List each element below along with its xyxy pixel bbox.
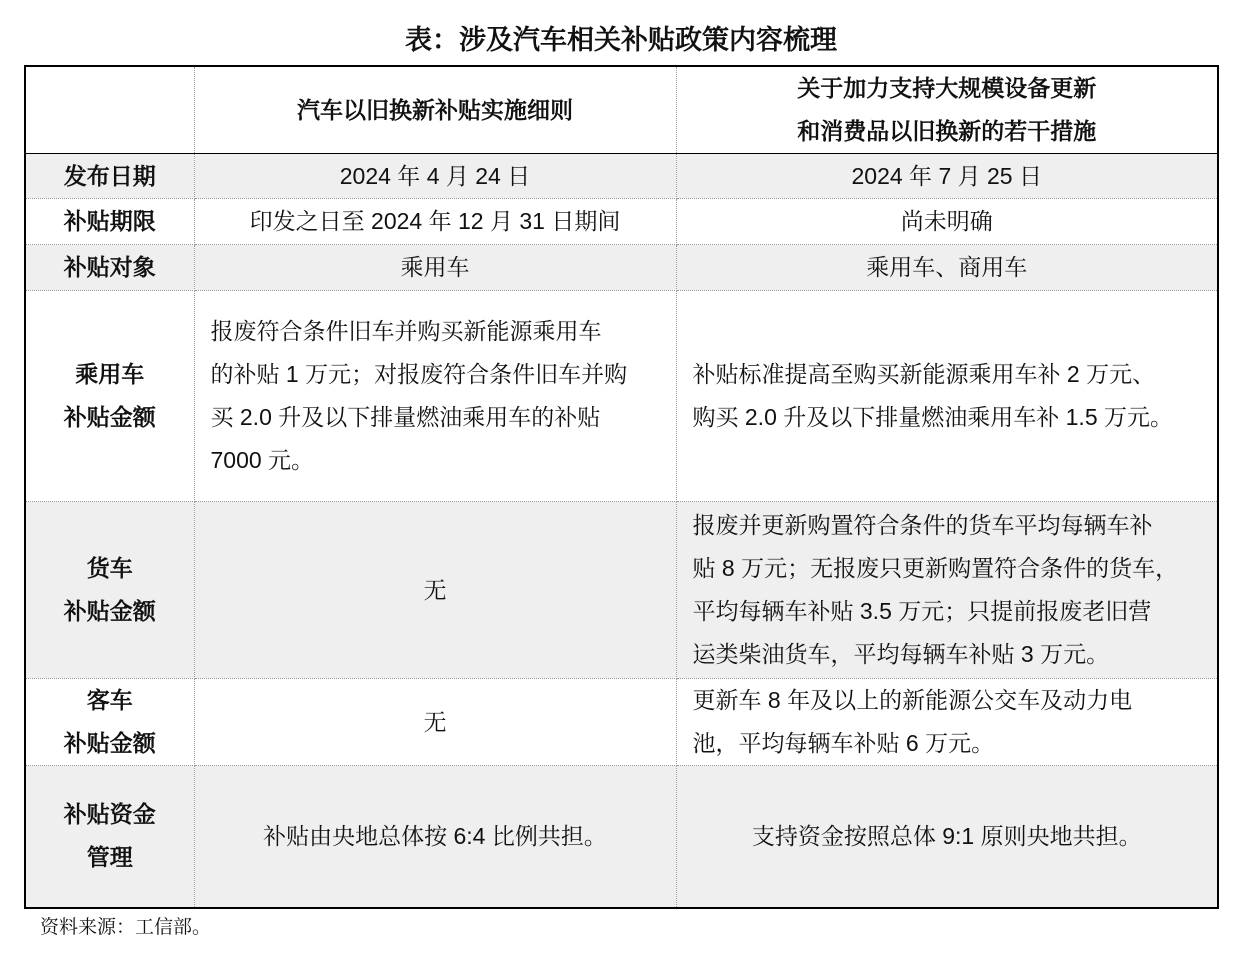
cell-policy-april: [194, 766, 676, 908]
cell-policy-april: [194, 679, 676, 766]
cell-policy-july: [676, 679, 1218, 766]
cell-line: 乘用车、商用车: [866, 254, 1028, 280]
cell-line: 印发之日至 2024 年 12 月 31 日期间: [249, 208, 621, 234]
row-label: [25, 291, 194, 502]
cell-policy-july: [676, 199, 1218, 245]
row-label-line: 补贴金额: [63, 598, 156, 624]
cell-policy-july: [676, 291, 1218, 502]
table-row-subsidy-target: [25, 245, 1218, 291]
table-row-fund-management: [25, 766, 1218, 908]
cell-line: 池，平均每辆车补贴 6 万元。: [692, 730, 995, 756]
cell-policy-july: [676, 245, 1218, 291]
row-label-line: 补贴金额: [63, 404, 156, 430]
row-label: [25, 679, 194, 766]
cell-line: 2024 年 7 月 25 日: [851, 162, 1042, 189]
cell-line: 支持资金按照总体 9:1 原则央地共担。: [751, 822, 1142, 849]
cell-line: 买 2.0 升及以下排量燃油乘用车的补贴: [210, 404, 601, 430]
cell-line: 更新车 8 年及以上的新能源公交车及动力电: [692, 687, 1133, 713]
source-note: 资料来源：工信部。: [40, 917, 212, 938]
cell-line: 的补贴 1 万元；对报废符合条件旧车并购: [210, 361, 628, 387]
cell-line: 无: [423, 576, 447, 603]
header-row: [25, 66, 1218, 154]
row-label-line: 货车: [86, 555, 133, 581]
row-label-line: 乘用车: [75, 361, 145, 387]
cell-line: 乘用车: [400, 254, 470, 280]
cell-policy-april: [194, 502, 676, 679]
cell-line: 运类柴油货车，平均每辆车补贴 3 万元。: [692, 641, 1110, 667]
policy-comparison-table: [24, 65, 1219, 909]
cell-line: 无: [423, 708, 447, 735]
cell-policy-july: [676, 766, 1218, 908]
table-row-passenger-car-subsidy: [25, 291, 1218, 502]
header-corner-cell: [25, 66, 194, 154]
row-label: [25, 154, 194, 199]
header-cell-policy-april: [194, 66, 676, 154]
table-row-truck-subsidy: [25, 502, 1218, 679]
row-label-line: 发布日期: [63, 162, 156, 189]
row-label-line: 管理: [86, 844, 133, 871]
header-line: 和消费品以旧换新的若干措施: [797, 118, 1097, 144]
page-title: 表：涉及汽车相关补贴政策内容梳理: [405, 25, 837, 55]
header-cell-policy-july: [676, 66, 1218, 154]
table-row-bus-subsidy: [25, 679, 1218, 766]
cell-line: 尚未明确: [900, 208, 993, 234]
table-row-subsidy-period: [25, 199, 1218, 245]
cell-line: 7000 元。: [210, 447, 315, 473]
row-label-line: 补贴资金: [63, 801, 156, 828]
header-line: 汽车以旧换新补贴实施细则: [297, 96, 573, 123]
cell-line: 贴 8 万元；无报废只更新购置符合条件的货车，: [692, 555, 1179, 581]
row-label: [25, 245, 194, 291]
header-line: 关于加力支持大规模设备更新: [797, 75, 1097, 101]
cell-line: 购买 2.0 升及以下排量燃油乘用车补 1.5 万元。: [692, 404, 1174, 430]
cell-policy-july: [676, 154, 1218, 199]
cell-policy-april: [194, 291, 676, 502]
row-label: [25, 766, 194, 908]
cell-line: 平均每辆车补贴 3.5 万元；只提前报废老旧营: [692, 598, 1152, 624]
table-row-release-date: [25, 154, 1218, 199]
row-label-line: 补贴期限: [63, 208, 156, 234]
cell-policy-july: [676, 502, 1218, 679]
row-label-line: 补贴金额: [63, 730, 156, 756]
row-label: [25, 199, 194, 245]
cell-line: 补贴标准提高至购买新能源乘用车补 2 万元、: [692, 361, 1156, 387]
row-label: [25, 502, 194, 679]
cell-line: 补贴由央地总体按 6:4 比例共担。: [263, 822, 607, 849]
row-label-line: 客车: [86, 687, 133, 713]
cell-line: 报废符合条件旧车并购买新能源乘用车: [210, 318, 602, 344]
cell-line: 报废并更新购置符合条件的货车平均每辆车补: [692, 512, 1153, 538]
cell-policy-april: [194, 199, 676, 245]
cell-line: 2024 年 4 月 24 日: [339, 162, 531, 189]
cell-policy-april: [194, 154, 676, 199]
cell-policy-april: [194, 245, 676, 291]
row-label-line: 补贴对象: [63, 254, 156, 280]
